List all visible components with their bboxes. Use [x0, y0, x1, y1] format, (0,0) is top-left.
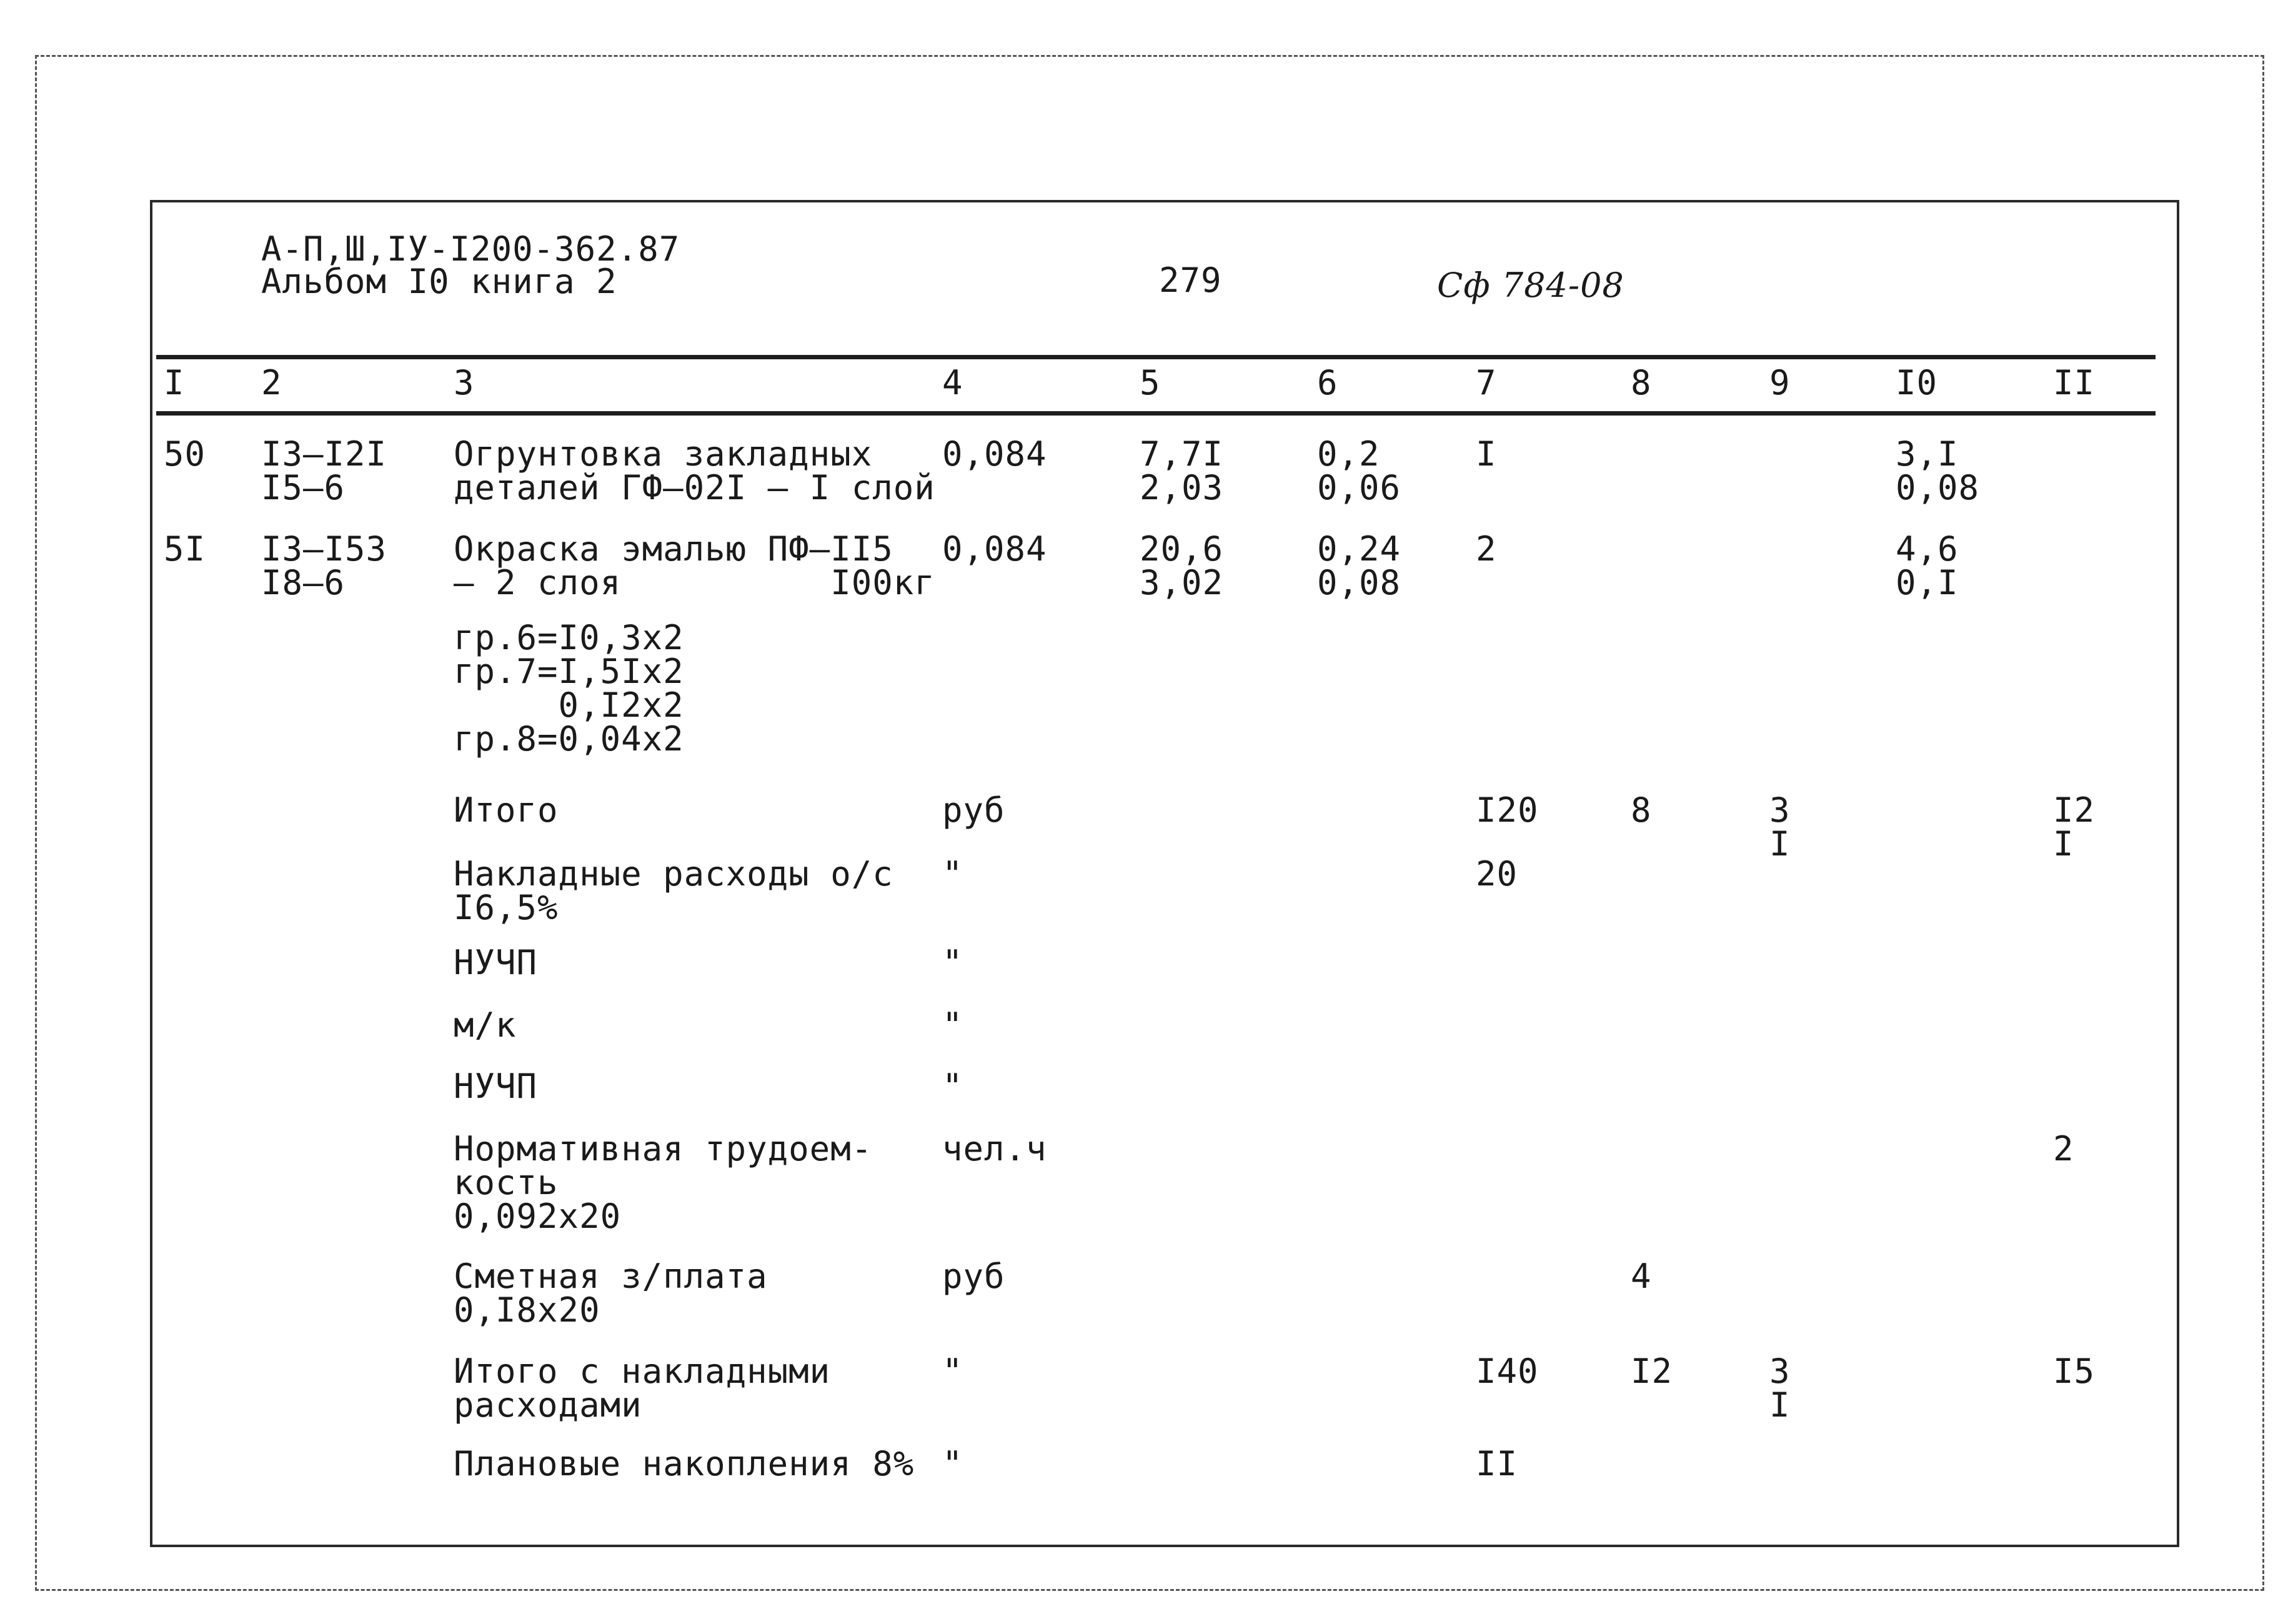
table-cell: Плановые накопления 8%	[454, 1444, 915, 1483]
table-cell: руб	[942, 790, 1005, 830]
table-cell: 2	[2053, 1129, 2074, 1168]
table-cell: НУЧП	[454, 1067, 538, 1106]
table-cell: Нормативная трудоем- кость 0,092х20	[454, 1129, 873, 1236]
column-header: 6	[1317, 363, 1338, 402]
table-cell: II	[1476, 1444, 1518, 1483]
table-cell: 2	[1476, 529, 1497, 569]
table-cell: 0,2 0,06	[1317, 434, 1401, 507]
table-cell: 20,6 3,02	[1140, 529, 1224, 602]
table-cell: 50	[164, 434, 206, 474]
table-cell: 3 I	[1769, 1352, 1791, 1425]
table-cell: Окраска эмалью ПФ–II5 – 2 слоя I00кг	[454, 529, 935, 602]
table-cell: 7,7I 2,03	[1140, 434, 1224, 507]
column-header: 3	[454, 363, 475, 402]
table-cell: руб	[942, 1257, 1005, 1296]
table-top-rule	[156, 355, 2156, 359]
column-header: 4	[942, 363, 963, 402]
table-cell: 0,084	[942, 529, 1047, 569]
table-cell: I20	[1476, 790, 1539, 830]
table-cell: 0,24 0,08	[1317, 529, 1401, 602]
table-cell: 4	[1631, 1257, 1652, 1296]
table-cell: Итого с накладными расходами	[454, 1352, 831, 1425]
page-number: 279	[1159, 261, 1222, 300]
table-cell: 8	[1631, 790, 1652, 830]
table-cell: I40	[1476, 1352, 1539, 1391]
table-cell: чел.ч	[942, 1129, 1047, 1168]
table-cell: м/к	[454, 1005, 517, 1045]
table-cell: "	[942, 1352, 963, 1391]
table-cell: 3 I	[1769, 790, 1791, 864]
table-cell: "	[942, 1444, 963, 1483]
column-header: 8	[1631, 363, 1652, 402]
column-header: II	[2053, 363, 2096, 402]
table-cell: гр.6=I0,3х2 гр.7=I,5Iх2 0,I2х2 гр.8=0,04х2	[454, 618, 684, 759]
table-cell: 0,084	[942, 434, 1047, 474]
table-cell: Накладные расходы о/с I6,5%	[454, 854, 893, 927]
table-cell: "	[942, 943, 963, 982]
column-header: I	[164, 363, 185, 402]
table-cell: Итого	[454, 790, 559, 830]
table-cell: I5	[2053, 1352, 2096, 1391]
table-cell: 3,I 0,08	[1896, 434, 1980, 507]
table-cell: 5I	[164, 529, 206, 569]
table-cell: Сметная з/плата 0,I8х20	[454, 1257, 768, 1330]
table-cell: "	[942, 1067, 963, 1106]
column-header: 7	[1476, 363, 1497, 402]
column-header: 9	[1769, 363, 1791, 402]
table-header-rule	[156, 411, 2156, 416]
table-cell: I2	[1631, 1352, 1673, 1391]
stamp-code: Сф 784-08	[1437, 266, 1624, 305]
table-cell: Огрунтовка закладных деталей ГФ–02I – I слой	[454, 434, 935, 507]
table-cell: "	[942, 854, 963, 894]
album-label: Альбом I0 книга 2	[261, 262, 617, 301]
table-cell: I	[1476, 434, 1497, 474]
column-header: 5	[1140, 363, 1161, 402]
table-cell: 4,6 0,I	[1896, 529, 1959, 602]
table-cell: "	[942, 1005, 963, 1045]
table-cell: I3–I53 I8–6	[261, 529, 387, 602]
table-cell: I3–I2I I5–6	[261, 434, 387, 507]
table-cell: НУЧП	[454, 943, 538, 982]
table-cell: 20	[1476, 854, 1518, 894]
column-header: I0	[1896, 363, 1938, 402]
document-code: А-П,Ш,IУ-I200-362.87	[261, 229, 680, 269]
table-cell: I2 I	[2053, 790, 2096, 864]
column-header: 2	[261, 363, 282, 402]
